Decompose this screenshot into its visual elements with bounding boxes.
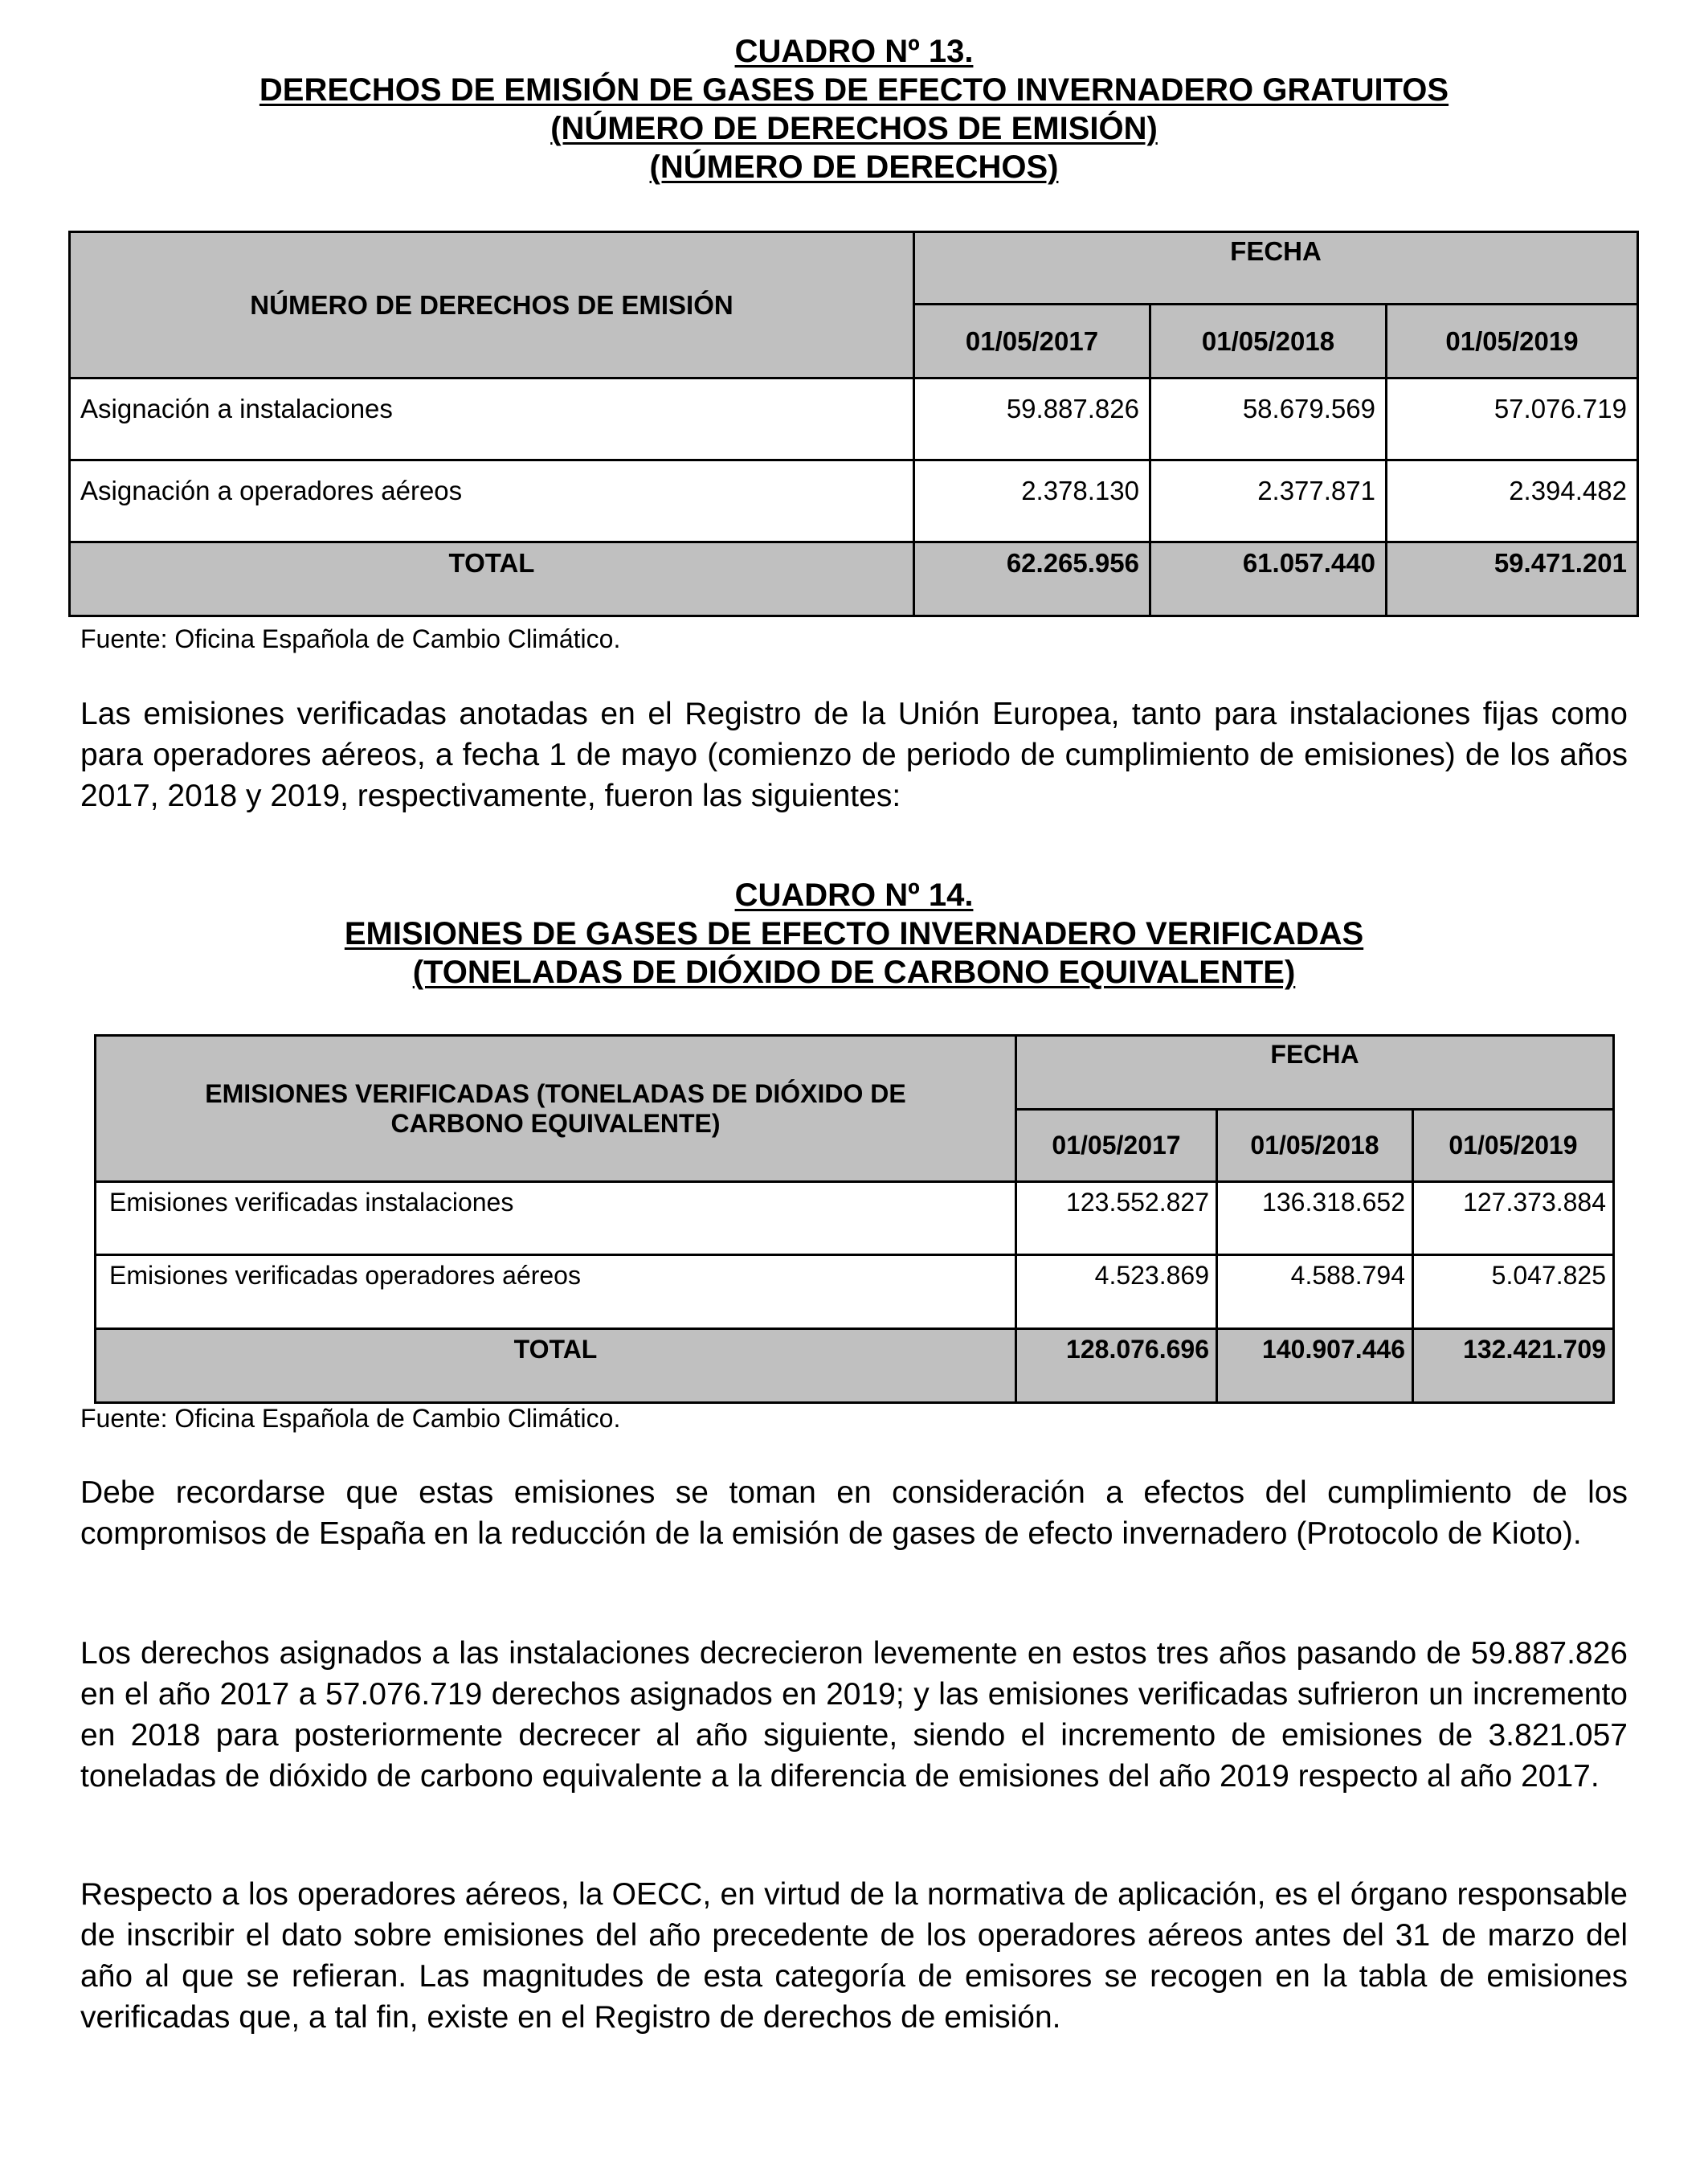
total-value: 140.907.446 <box>1217 1329 1413 1403</box>
table-row <box>70 460 1638 542</box>
column-header-date: 01/05/2017 <box>1016 1110 1217 1182</box>
cell-value: 2.377.871 <box>1150 460 1387 542</box>
table-row <box>96 1255 1614 1329</box>
table-total-row <box>70 542 1638 616</box>
cuadro-13-table <box>68 231 1639 617</box>
total-label: TOTAL <box>96 1329 1016 1403</box>
column-header-date: 01/05/2018 <box>1150 305 1387 378</box>
paragraph-3: Los derechos asignados a las instalaciones decrecieron levemente en estos tres años pasando de 59.887.826 en el año 2017 a 57.076.719 derechos asignados en 2019; y las emisiones verificadas sufrieron un incremento en 2018 para posteriormente decrecer al año siguiente, siendo el incremento de emisiones de 3.821.057 toneladas de dióxido de carbono equivalente a la diferencia de emisiones del año 2019 respecto al año 2017. <box>80 1636 1628 1794</box>
total-value: 132.421.709 <box>1413 1329 1614 1403</box>
cuadro-14-title: CUADRO Nº 14. <box>734 878 974 913</box>
paragraph-1: Las emisiones verificadas anotadas en el Registro de la Unión Europea, tanto para instalaciones fijas como para operadores aéreos, a fecha 1 de mayo (comienzo de periodo de cumplimiento de emisiones) de los años 2017, 2018 y 2019, respectivamente, fueron las siguientes: <box>80 697 1628 813</box>
cell-value: 57.076.719 <box>1387 378 1638 460</box>
cuadro-14-heading <box>0 876 1708 992</box>
table-row <box>70 378 1638 460</box>
total-value: 59.471.201 <box>1387 542 1638 616</box>
table-row <box>96 1182 1614 1255</box>
cuadro-14-subtitle: EMISIONES DE GASES DE EFECTO INVERNADERO VERIFICADAS <box>344 916 1364 951</box>
cuadro-13-subtitle-2: (NÚMERO DE DERECHOS DE EMISIÓN) <box>550 111 1158 146</box>
row-label: Emisiones verificadas instalaciones <box>96 1182 1016 1255</box>
cell-value: 59.887.826 <box>914 378 1150 460</box>
table-group-header: FECHA <box>914 232 1638 305</box>
row-label: Emisiones verificadas operadores aéreos <box>96 1255 1016 1329</box>
table-row-header: EMISIONES VERIFICADAS (TONELADAS DE DIÓXIDO DE CARBONO EQUIVALENTE) <box>96 1036 1016 1182</box>
table-row-header: NÚMERO DE DERECHOS DE EMISIÓN <box>70 232 914 378</box>
cuadro-13-source: Fuente: Oficina Española de Cambio Climático. <box>80 624 621 653</box>
cell-value: 4.523.869 <box>1016 1255 1217 1329</box>
column-header-date: 01/05/2017 <box>914 305 1150 378</box>
cell-value: 4.588.794 <box>1217 1255 1413 1329</box>
paragraph-2: Debe recordarse que estas emisiones se toman en consideración a efectos del cumplimiento de los compromisos de España en la reducción de la emisión de gases de efecto invernadero (Protocolo de Kioto). <box>80 1475 1628 1551</box>
total-value: 128.076.696 <box>1016 1329 1217 1403</box>
cell-value: 136.318.652 <box>1217 1182 1413 1255</box>
total-label: TOTAL <box>70 542 914 616</box>
row-label: Asignación a instalaciones <box>70 378 914 460</box>
cuadro-14-table <box>94 1034 1615 1404</box>
table-group-header: FECHA <box>1016 1036 1614 1110</box>
cuadro-13-heading <box>0 32 1708 186</box>
column-header-date: 01/05/2019 <box>1387 305 1638 378</box>
cell-value: 2.394.482 <box>1387 460 1638 542</box>
cuadro-13-subtitle-3: (NÚMERO DE DERECHOS) <box>649 149 1059 185</box>
column-header-date: 01/05/2019 <box>1413 1110 1614 1182</box>
row-label: Asignación a operadores aéreos <box>70 460 914 542</box>
total-value: 62.265.956 <box>914 542 1150 616</box>
cell-value: 127.373.884 <box>1413 1182 1614 1255</box>
cell-value: 2.378.130 <box>914 460 1150 542</box>
table-total-row <box>96 1329 1614 1403</box>
column-header-date: 01/05/2018 <box>1217 1110 1413 1182</box>
cell-value: 58.679.569 <box>1150 378 1387 460</box>
cuadro-13-title: CUADRO Nº 13. <box>734 34 974 69</box>
paragraph-4: Respecto a los operadores aéreos, la OECC, en virtud de la normativa de aplicación, es el órgano responsable de inscribir el dato sobre emisiones del año precedente de los operadores aéreos antes del 31 de marzo del año al que se refieran. Las magnitudes de esta categoría de emisores se recogen en la tabla de emisiones verificadas que, a tal fin, existe en el Registro de derechos de emisión. <box>80 1877 1628 2035</box>
cell-value: 5.047.825 <box>1413 1255 1614 1329</box>
cuadro-14-subtitle-2: (TONELADAS DE DIÓXIDO DE CARBONO EQUIVALENTE) <box>412 955 1296 990</box>
cell-value: 123.552.827 <box>1016 1182 1217 1255</box>
cuadro-13-subtitle: DERECHOS DE EMISIÓN DE GASES DE EFECTO INVERNADERO GRATUITOS <box>259 72 1449 108</box>
cuadro-14-source: Fuente: Oficina Española de Cambio Climático. <box>80 1404 621 1433</box>
total-value: 61.057.440 <box>1150 542 1387 616</box>
